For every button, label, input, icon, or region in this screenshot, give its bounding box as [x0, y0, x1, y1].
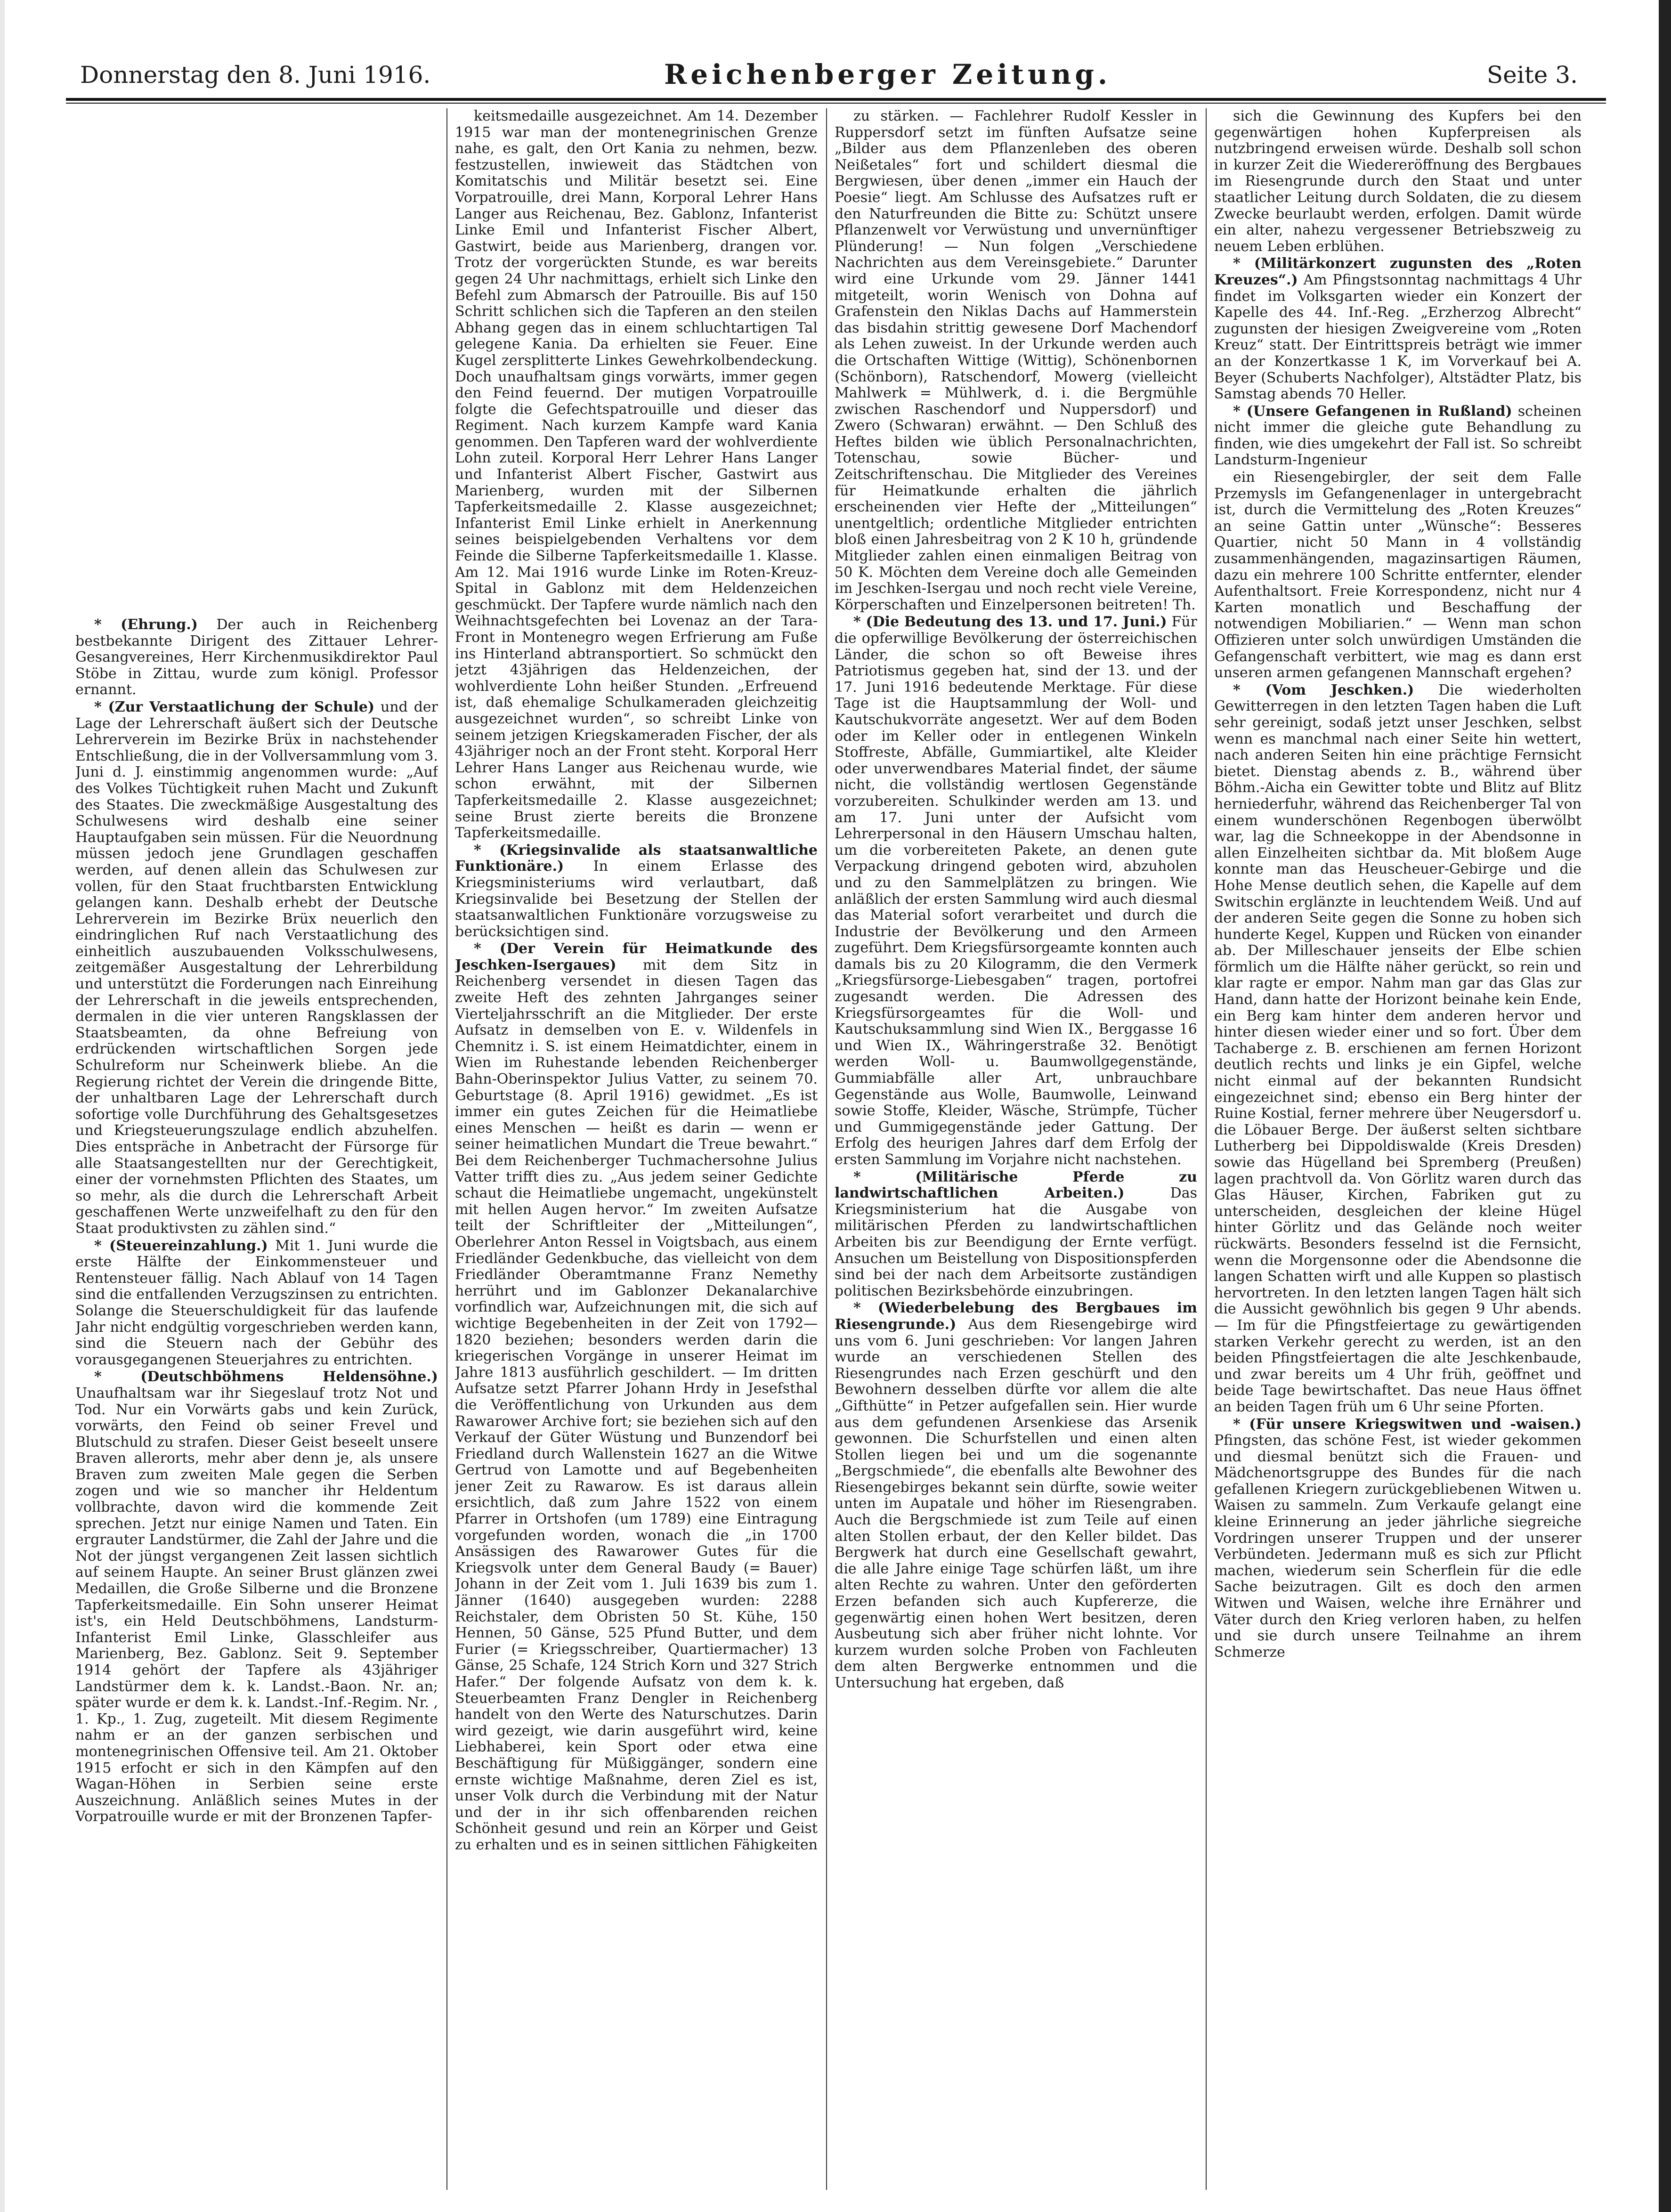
article-heading: * (Militärische Pferde zu landwirtschaftlichen Arbeiten.) [835, 1168, 1197, 1202]
column-3-body [835, 108, 1197, 1692]
article-heading: * (Vom Jeschken.) [1233, 681, 1414, 698]
article-text: Aus dem Riesengebirge wird uns vom 6. Juni geschrieben: Vor langen Jahren wurde an verschiedenen Stellen des Riesengrundes nach Erzen geschürft und den Bewohnern desselben dürfte vor allem die alte „Gifthütte“ in Petzer aufgefallen sein. Hier wurde aus dem gefundenen Arsenkiese das Arsenik gewonnen. Die Schurfstellen und einen alten Stollen liegen bei und um die sogenannte „Bergschmiede“, die ebenfalls alte Bewohner des Riesengebirges bekannt sein dürfte, sowie weiter unten im Aupatale und höher im Riesengraben. Auch die Bergschmiede ist zum Teile auf einen alten Stollen erbaut, der den Keller bildet. Das Bergwerk hat durch eine Gesellschaft gewahrt, die alle Jahre einige Tage schürfen läßt, um ihre alten Rechte zu wahren. Unter den geförderten Erzen befanden sich auch Kupfererze, die gegenwärtig einen hohen Wert besitzen, deren Ausbeutung sich aber früher nicht lohnte. Vor kurzem wurden solche Proben von Fachleuten dem alten Bergwerke entnommen und die Untersuchung hat ergeben, daß [835, 1316, 1197, 1691]
newspaper-page [66, 42, 1606, 2180]
article-text: sich die Gewinnung des Kupfers bei den gegenwärtigen hohen Kupferpreisen als nutzbringend erweisen würde. Deshalb soll schon in kurzer Zeit die Wiedereröffnung des Bergbaues im Riesengrunde durch den Staat und unter staatlicher Leitung durch Soldaten, die zu diesem Zwecke beurlaubt werden, erfolgen. Damit würde ein alter, nahezu vergessener Betriebszweig zu neuem Leben erblühen. [1214, 108, 1582, 255]
column-2 [455, 108, 818, 2190]
scan-edge-right [1659, 0, 1671, 2212]
article-paragraph [835, 614, 1197, 1168]
column-1 [75, 108, 438, 2190]
article-paragraph [455, 108, 818, 842]
article-heading: * (Steuereinzahlung.) [94, 1237, 268, 1254]
article-paragraph [1214, 108, 1582, 255]
page-number: Seite 3. [1486, 61, 1578, 89]
column-rule-3 [1206, 108, 1207, 2190]
article-text: Für die opferwillige Bevölkerung der österreichischen Länder, die schon so oft Beweise ihres Patriotismus gegeben hat, sind der 13. und der 17. Juni 1916 bedeutende Merktage. Für diese Tage ist die Hauptsammlung der Woll- und Kautschukvorräte angesetzt. Wer auf dem Boden oder im Keller oder in entlegenen Winkeln Stoffreste, Abfälle, Gummiartikel, alte Kleider oder unverwendbares Material findet, der säume nicht, die vollständig wertlosen Gegenstände vorzubereiten. Schulkinder werden am 13. und am 17. Juni unter der Aufsicht vom Lehrerpersonal in den Häusern Umschau halten, um die vorbereiteten Pakete, an denen gute Verpackung dringend geboten wird, abzuholen und zu den Sammelplätzen zu bringen. Wie anläßlich der ersten Sammlung wird auch diesmal das Material sofort verarbeitet und durch die Industrie der Bevölkerung und den Armeen zugeführt. Dem Kriegsfürsorgeamte konnten auch damals bis zu 20 Kilogramm, die den Vermerk „Kriegsfürsorge-Liebesgaben“ tragen, portofrei zugesandt werden. Die Adressen des Kriegsfürsorgeamtes für die Woll- und Kautschuksammlung sind Wien IX., Berggasse 16 und Wien IX., Währingerstraße 32. Benötigt werden Woll- u. Baumwollgegenstände, Gummiabfälle aller Art, unbrauchbare Gegenstände aus Wolle, Baumwolle, Leinwand sowie Stoffe, Kleider, Wäsche, Strümpfe, Tücher und Gummigegenstände jeder Gattung. Der Erfolg des heurigen Jahres darf dem Erfolg der ersten Sammlung im Vorjahre nicht nachstehen. [835, 614, 1197, 1168]
article-heading: * (Ehrung.) [94, 616, 198, 633]
article-paragraph [75, 1238, 438, 1369]
article-text: Pfingsten, das schöne Fest, ist wieder gekommen und diesmal benützt sich die Frauen- und Mädchenortsgruppe des Bundes für die nach gefallenen Kriegern zurückgebliebenen Witwen u. Waisen zu sammeln. Zum Verkaufe gelangt eine kleine Erinnerung an jeder jährliche siegreiche Vordringen unserer Truppen und der unserer Verbündeten. Jedermann muß es sich zur Pflicht machen, wiederum sein Scherflein für die edle Sache beizutragen. Gilt es doch den armen Witwen und Waisen, welche ihre Ernährer und Väter durch den Krieg verloren haben, zu helfen und sie durch unsere Teilnahme an ihrem Schmerze [1214, 1432, 1582, 1661]
column-1-body [75, 617, 438, 1825]
article-text: scheinen nicht immer die gleiche gute Behandlung zu finden, wie dies umgekehrt der Fall ist. So schreibt Landsturm-Ingenieur [1214, 403, 1582, 469]
article-text: und der Lage der Lehrerschaft äußert sich der Deutsche Lehrerverein im Bezirke Brüx in nachstehender Entschließung, die in der Vollversammlung vom 3. Juni d. J. einstimmig angenommen wurde: „Auf des Volkes Tüchtigkeit ruhen Macht und Zukunft des Staates. Die zweckmäßige Ausgestaltung des Schulwesens wird deshalb eine seiner Hauptaufgaben sein müssen. Für die Neuordnung müssen jedoch jene Grundlagen geschaffen werden, auf denen allein das Schulwesen zur vollen, für den Staat fruchtbarsten Entwicklung gelangen kann. Deshalb erhebt der Deutsche Lehrerverein im Bezirke Brüx neuerlich den eindringlichen Ruf nach Verstaatlichung des einheitlich auszubauenden Volksschulwesens, zeitgemäßer Ausgestaltung der Lehrerbildung und unterstützt die Forderungen nach Einreihung der Lehrerschaft in die jeweils entsprechenden, dermalen in die vier unteren Rangsklassen der Staatsbeamten, da ohne Befreiung von erdrückenden wirtschaftlichen Sorgen jede Schulreform nur Scheinwerk bliebe. An die Regierung richtet der Verein die dringende Bitte, der unhaltbaren Lage der Lehrerschaft durch sofortige volle Durchführung des Gehaltsgesetzes und Kriegsteuerungszulage endlich abzuhelfen. Dies entspräche in Anbetracht der Fürsorge für alle Staatsangestellten nur der Gerechtigkeit, einer der vornehmsten Pflichten des Staates, um so mehr, als die durch die Lehrerschaft Arbeit geschaffenen Werte unzweifelhaft zu den für den Staat produktivsten zu zählen sind.“ [75, 698, 438, 1237]
newspaper-title: Reichenberger Zeitung. [664, 58, 1111, 90]
article-paragraph [75, 699, 438, 1237]
article-paragraph [1214, 256, 1582, 402]
article-text: keitsmedaille ausgezeichnet. Am 14. Dezember 1915 war man der montenegrinischen Grenze nahe, es galt, den Ort Kania zu nehmen, bezw. festzustellen, inwieweit das Städtchen von Komitatschis und Militär besetzt sei. Eine Vorpatrouille, drei Mann, Korporal Lehrer Hans Langer aus Reichenau, Bez. Gablonz, Infanterist Linke Emil und Infanterist Fischer Albert, Gastwirt, beide aus Marienberg, drangen vor. Trotz der vorgerückten Stunde, es war bereits gegen 24 Uhr nachmittags, erhielt sich Linke den Befehl zum Abmarsch der Patrouille. Bis auf 150 Schritt schlichen sich die Tapferen an den steilen Abhang gegen das in einem schluchtartigen Tal gelegene Kania. Da erhielten sie Feuer. Eine Kugel zersplitterte Linkes Gewehrkolbendeckung. Doch unaufhaltsam gings vorwärts, immer gegen den Feind feuernd. Der mutigen Vorpatrouille folgte die Gefechtspatrouille und dieser das Regiment. Nach kurzem Kampfe ward Kania genommen. Den Tapferen ward der wohlverdiente Lohn zuteil. Korporal Herr Lehrer Hans Langer und Infanterist Albert Fischer, Gastwirt aus Marienberg, wurden mit der Silbernen Tapferkeitsmedaille 2. Klasse ausgezeichnet; Infanterist Emil Linke erhielt in Anerkennung seines beispielgebenden Verhaltens vor dem Feinde die Silberne Tapferkeitsmedaille 1. Klasse. Am 12. Mai 1916 wurde Linke im Roten-Kreuz-Spital in Gablonz mit dem Heldenzeichen geschmückt. Der Tapfere wurde nämlich nach den Weihnachtsgefechten bei Lovenaz an der Tara-Front in Montenegro wegen Erfrierung am Fuße ins Hinterland abtransportiert. So schmückt den jetzt 43jährigen das Heldenzeichen, der wohlverdiente Lohn heißer Stunden. „Erfreuend ist, daß ehemalige Schulkameraden gleichzeitig ausgezeichnet wurden“, so schreibt Linke von seinem jetzigen Kriegskameraden Fischer, der als 43jähriger noch an der Front steht. Korporal Herr Lehrer Hans Langer aus Reichenau wurde, wie schon erwähnt, mit der Silbernen Tapferkeitsmedaille 2. Klasse ausgezeichnet; seine Brust zierte bereits die Bronzene Tapferkeitsmedaille. [455, 108, 818, 842]
article-paragraph [835, 1169, 1197, 1300]
article-paragraph [835, 1300, 1197, 1691]
column-1-blank-area [75, 108, 438, 617]
header-rule-thin [66, 103, 1606, 104]
article-heading: * (Unsere Gefangenen in Rußland) [1233, 403, 1512, 420]
scan-edge-left [0, 0, 5, 2212]
article-text: Unaufhaltsam war ihr Siegeslauf trotz Not und Tod. Nur ein Vorwärts gabs und kein Zurück, vorwärts, den Feind ob seiner Frevel und Blutschuld zu strafen. Dieser Geist beseelt unsere Braven allerorts, mehr aber denn je, als unsere Braven zum zweiten Male gegen die Serben zogen und wie so mancher ihr Heldentum vollbrachte, davon wird die kommende Zeit sprechen. Jetzt nur einige Namen und Taten. Ein ergrauter Landstürmer, die Zahl der Jahre und die Not der jüngst vergangenen Zeit lassen sichtlich auf seinem Haupte. An seiner Brust glänzen zwei Medaillen, die Große Silberne und die Bronzene Tapferkeitsmedaille. Ein Sohn unserer Heimat ist's, ein Held Deutschböhmens, Landsturm-Infanterist Emil Linke, Glasschleifer aus Marienberg, Bez. Gablonz. Seit 9. September 1914 gehört der Tapfere als 43jähriger Landstürmer dem k. k. Landst.-Baon. Nr. an; später wurde er dem k. k. Landst.-Inf.-Regim. Nr. , 1. Kp., 1. Zug, zugeteilt. Mit diesem Regimente nahm er an der ganzen serbischen und montenegrinischen Offensive teil. Am 21. Oktober 1915 erfocht er sich in den Kämpfen auf den Wagan-Höhen in Serbien seine erste Auszeichnung. Anläßlich seines Mutes in der Vorpatrouille wurde er mit der Bronzenen Tapfer- [75, 1385, 438, 1825]
article-text: ein Riesengebirgler, der seit dem Falle Przemysls im Gefangenenlager in untergebracht ist, durch die Vermittelung des „Roten Kreuzes“ an seine Gattin unter „Wünsche“: Besseres Quartier, nicht 50 Mann in 4 vollständig zusammenhängenden, magazinsartigen Räumen, dazu ein mehrere 100 Schritte entfernter, elender Aufenthaltsort. Freie Korrespondenz, nicht nur 4 Karten monatlich und Beschaffung der notwendigen Mobiliarien.“ — Wenn man schon Offizieren unter solch unwürdigen Umständen die Gefangenschaft verbittert, wie mag es dann erst unseren armen gefangenen Mannschaft ergehen? [1214, 469, 1582, 681]
article-heading: * (Der Verein für Heimatkunde des Jeschken-Isergaues) [455, 940, 818, 973]
article-paragraph [1214, 470, 1582, 681]
column-2-body [455, 108, 818, 1854]
column-rule-1 [446, 108, 447, 2190]
article-paragraph [455, 941, 818, 1853]
article-text: Mit 1. Juni wurde die erste Hälfte der Einkommensteuer und Rentensteuer fällig. Nach Ablauf von 14 Tagen sind die entfallenden Verzugszinsen zu entrichten. Solange die Steuerschuldigkeit für das laufende Jahr nicht endgültig vorgeschrieben werden kann, sind die Steuern nach der Gebühr des vorausgegangenen Steuerjahres zu entrichten. [75, 1237, 438, 1368]
article-paragraph [1214, 1417, 1582, 1661]
article-paragraph [75, 1369, 438, 1825]
article-text: zu stärken. — Fachlehrer Rudolf Kessler in Ruppersdorf setzt im fünften Aufsatze seine „Bilder aus dem Pflanzenleben des oberen Neißetales“ fort und schildert diesmal die Bergwiesen, über denen „immer ein Hauch der Poesie“ liegt. Am Schlusse des Aufsatzes ruft er den Naturfreunden die Bitte zu: Schützt unsere Pflanzenwelt vor Verwüstung und unvernünftiger Plünderung! — Nun folgen „Verschiedene Nachrichten aus dem Vereinsgebiete.“ Darunter wird eine Urkunde vom 29. Jänner 1441 mitgeteilt, worin Wenisch von Dohna auf Grafenstein den Niklas Dachs auf Hammerstein das bisdahin strittig gewesene Dorf Machendorf als Lehen zuweist. In der Urkunde werden auch die Ortschaften Wittige (Wittig), Schönenbornen (Schönborn), Ratschendorf, Mowerg (vielleicht Mahlwerk = Mühlwerk, d. i. die Bergmühle zwischen Raschendorf und Nuppersdorf) und Zwero (Schwaran) erwähnt. — Den Schluß des Heftes bilden wie üblich Personalnachrichten, Totenschau, sowie Bücher- und Zeitschriftenschau. Die Mitglieder des Vereines für Heimatkunde erhalten die jährlich erscheinenden vier Hefte der „Mitteilungen“ unentgeltlich; ordentliche Mitglieder entrichten bloß einen Jahresbeitrag von 2 K 10 h, gründende Mitglieder zahlen einen einmaligen Beitrag von 50 K. Möchten dem Vereine doch alle Gemeinden im Jeschken-Isergau und noch recht viele Vereine, Körperschaften und Einzelpersonen beitreten! Th. [835, 108, 1197, 613]
article-heading: * (Die Bedeutung des 13. und 17. Juni.) [853, 614, 1167, 631]
column-3 [835, 108, 1197, 2190]
article-text: Die wiederholten Gewitterregen in den letzten Tagen haben die Luft sehr gereinigt, sodaß jetzt unser Jeschken, selbst wenn es manchmal nach einer Seite hin wettert, nach anderen Seiten hin eine prächtige Fernsicht bietet. Dienstag abends z. B., während über Böhm.-Aicha ein Gewitter tobte und Blitz auf Blitz herniederfuhr, während das Reichenberger Tal von einem wunderschönen Regenbogen überwölbt war, lag die Schneekoppe in der Abendsonne in allen Einzelheiten sichtbar da. Mit bloßem Auge konnte man das Heuscheuer-Gebirge und die Hohe Mense deutlich sehen, die Kapelle auf dem Switschin erglänzte in leuchtendem Weiß. Und auf der anderen Seite gegen die Sonne zu hoben sich hunderte Kegel, Kuppen und Rücken von einander ab. Der Milleschauer jenseits der Elbe schien förmlich um die Hälfte näher gerückt, so rein und klar ragte er empor. Nahm man gar das Glas zur Hand, dann hatte der Horizont beinahe kein Ende, ein Berg kam hinter dem anderen hervor und hinter diesen wieder einer und so fort. Über dem Tachaberge z. B. erschienen am fernen Horizont deutlich rechts und links je ein Gipfel, welche nicht einmal auf der bekannten Rundsicht eingezeichnet sind; ebenso ein Berg hinter der Ruine Kostial, ferner mehrere über Neugersdorf u. die Löbauer Berge. Der äußerst selten sichtbare Lutherberg bei Dippoldiswalde (Kreis Dresden) sowie das Hügelland bei Spremberg (Preußen) lagen prachtvoll da. Von Görlitz waren durch das Glas Häuser, Kirchen, Fabriken gut zu unterscheiden, desgleichen der kleine Hügel hinter Görlitz und das Gelände noch weiter rückwärts. Besonders fesselnd ist die Fernsicht, wenn die Morgensonne oder die Abendsonne die langen Schatten wirft und alle Kuppen so plastisch hervortreten. In den letzten langen Tagen hält sich die Aussicht gewöhnlich bis gegen 9 Uhr abends. — Im für die Pfingstfeiertage zu gewärtigenden starken Verkehr gerecht zu werden, ist an den beiden Pfingstfeiertagen die alte Jeschkenbaude, und zwar bereits um 4 Uhr früh, geöffnet und beide Tage bewirtschaftet. Das neue Haus öffnet an beiden Tagen früh um 6 Uhr seine Pforten. [1214, 681, 1582, 1415]
article-heading: * (Militärkonzert zugunsten des „Roten Kreuzes“.) [1214, 255, 1582, 288]
article-text: Am Pfingstsonntag nachmittags 4 Uhr findet im Volksgarten wieder ein Konzert der Kapelle des 44. Inf.-Reg. „Erzherzog Albrecht“ zugunsten der hiesigen Zweigvereine vom „Roten Kreuz“ statt. Der Eintrittspreis beträgt wie immer an der Konzertkasse 1 K, im Vorverkauf bei A. Beyer (Schuberts Nachfolger), Altstädter Platz, bis Samstag abends 70 Heller. [1214, 271, 1582, 403]
article-text: Der auch in Reichenberg bestbekannte Dirigent des Zittauer Lehrer-Gesangvereines, Herr Kirchenmusikdirektor Paul Stöbe in Zittau, wurde zum königl. Professor ernannt. [75, 616, 438, 698]
article-paragraph [75, 617, 438, 698]
article-heading: * (Für unsere Kriegswitwen und -waisen.) [1233, 1416, 1582, 1433]
column-4-body [1214, 108, 1582, 1661]
header-date: Donnerstag den 8. Juni 1916. [80, 61, 431, 89]
page-header [66, 58, 1606, 94]
column-4 [1214, 108, 1582, 2190]
article-text: In einem Erlasse des Kriegsministeriums wird verlautbart, daß Kriegsinvalide bei Besetzung der Stellen der staatsanwaltlichen Funktionäre vorzugsweise zu berücksichtigen sind. [455, 858, 818, 940]
article-paragraph [1214, 682, 1582, 1416]
article-text: Das Kriegsministerium hat die Ausgabe von militärischen Pferden zu landwirtschaftlichen Arbeiten bis zur Beendigung der Ernte verfügt. Ansuchen um Beistellung von Dispositionspferden sind bei der nach dem Arbeitsorte zuständigen politischen Bezirksbehörde einzubringen. [835, 1185, 1197, 1299]
article-text: mit dem Sitz in Reichenberg versendet in diesen Tagen das zweite Heft des zehnten Jahrganges seiner Vierteljahrsschrift an die Mitglieder. Der erste Aufsatz in demselben von E. v. Wildenfels in Chemnitz i. S. ist einem Heimatdichter, einem in Wien im Ruhestande lebenden Reichenberger Bahn-Oberinspektor Julius Vatter, zu seinem 70. Geburtstage (8. April 1916) gewidmet. „Es ist immer ein gutes Zeichen für die Heimatliebe eines Menschen — heißt es darin — wenn er seiner heimatlichen Mundart die Treue bewahrt.“ Bei dem Reichenberger Tuchmachersohne Julius Vatter trifft dies zu. „Aus jedem seiner Gedichte schaut die Heimatliebe ungemacht, ungekünstelt mit hellen Augen hervor.“ Im zweiten Aufsatze teilt der Schriftleiter der „Mitteilungen“, Oberlehrer Anton Ressel in Voigtsbach, aus einem Friedländer Gedenkbuche, das vielleicht von dem Friedländer Oberamtmanne Franz Nemethy herrührt und im Gablonzer Dekanalarchive vorfindlich war, Aufzeichnungen mit, die sich auf wichtige Begebenheiten in der Zeit von 1792—1820 beziehen; besonders werden darin die kriegerischen Vorgänge in unserer Heimat im Jahre 1813 ausführlich geschildert. — Im dritten Aufsatze setzt Pfarrer Johann Hrdy in Jesefsthal die Veröffentlichung von Urkunden aus dem Rawarower Archive fort; sie beziehen sich auf den Verkauf der Güter Wüstung und Bunzendorf bei Friedland durch Wallenstein 1627 an die Witwe Gertrud von Lamotte und auf Begebenheiten jener Zeit zu Rawarow. Es ist daraus allein ersichtlich, daß zum Jahre 1522 von einem Pfarrer in Ortshofen (um 1789) eine Eintragung vorgefunden worden, wonach die „in 1700 Ansässigen des Rawarower Gutes für die Kriegsvolk unter dem General Baudy (= Bauer) Johann in der Zeit vom 1. Juli 1639 bis zum 1. Jänner (1640) ausgegeben wurden: 2288 Reichstaler, dem Obristen 50 St. Kühe, 150 Hennen, 50 Gänse, 525 Pfund Butter, und dem Furier (= Kriegsschreiber, Quartiermacher) 13 Gänse, 25 Schafe, 124 Strich Korn und 327 Strich Hafer.“ Der folgende Aufsatz von dem k. k. Steuerbeamten Franz Dengler in Reichenberg handelt von den Werte des Naturschutzes. Darin wird gezeigt, wie darin ausgeführt wird, keine Liebhaberei, kein Sport oder etwa eine Beschäftigung für Müßiggänger, sondern eine ernste wichtige Maßnahme, deren Ziel es ist, unser Volk durch die Verbindung mit der Natur und der in ihr sich offenbarenden reichen Schönheit gesund und rein an Körper und Geist zu erhalten und es in seinen sittlichen Fähigkeiten [455, 956, 818, 1853]
article-heading: * (Deutschböhmens Heldensöhne.) [94, 1369, 438, 1386]
article-paragraph [1214, 404, 1582, 469]
article-heading: * (Zur Verstaatlichung der Schule) [94, 698, 375, 715]
article-paragraph [455, 843, 818, 940]
column-rule-2 [826, 108, 827, 2190]
article-heading: * (Wiederbelebung des Bergbaues im Riesengrunde.) [835, 1300, 1197, 1333]
header-rule [66, 98, 1606, 101]
article-paragraph [835, 108, 1197, 613]
article-heading: * (Kriegsinvalide als staatsanwaltliche Funktionäre.) [455, 842, 818, 875]
